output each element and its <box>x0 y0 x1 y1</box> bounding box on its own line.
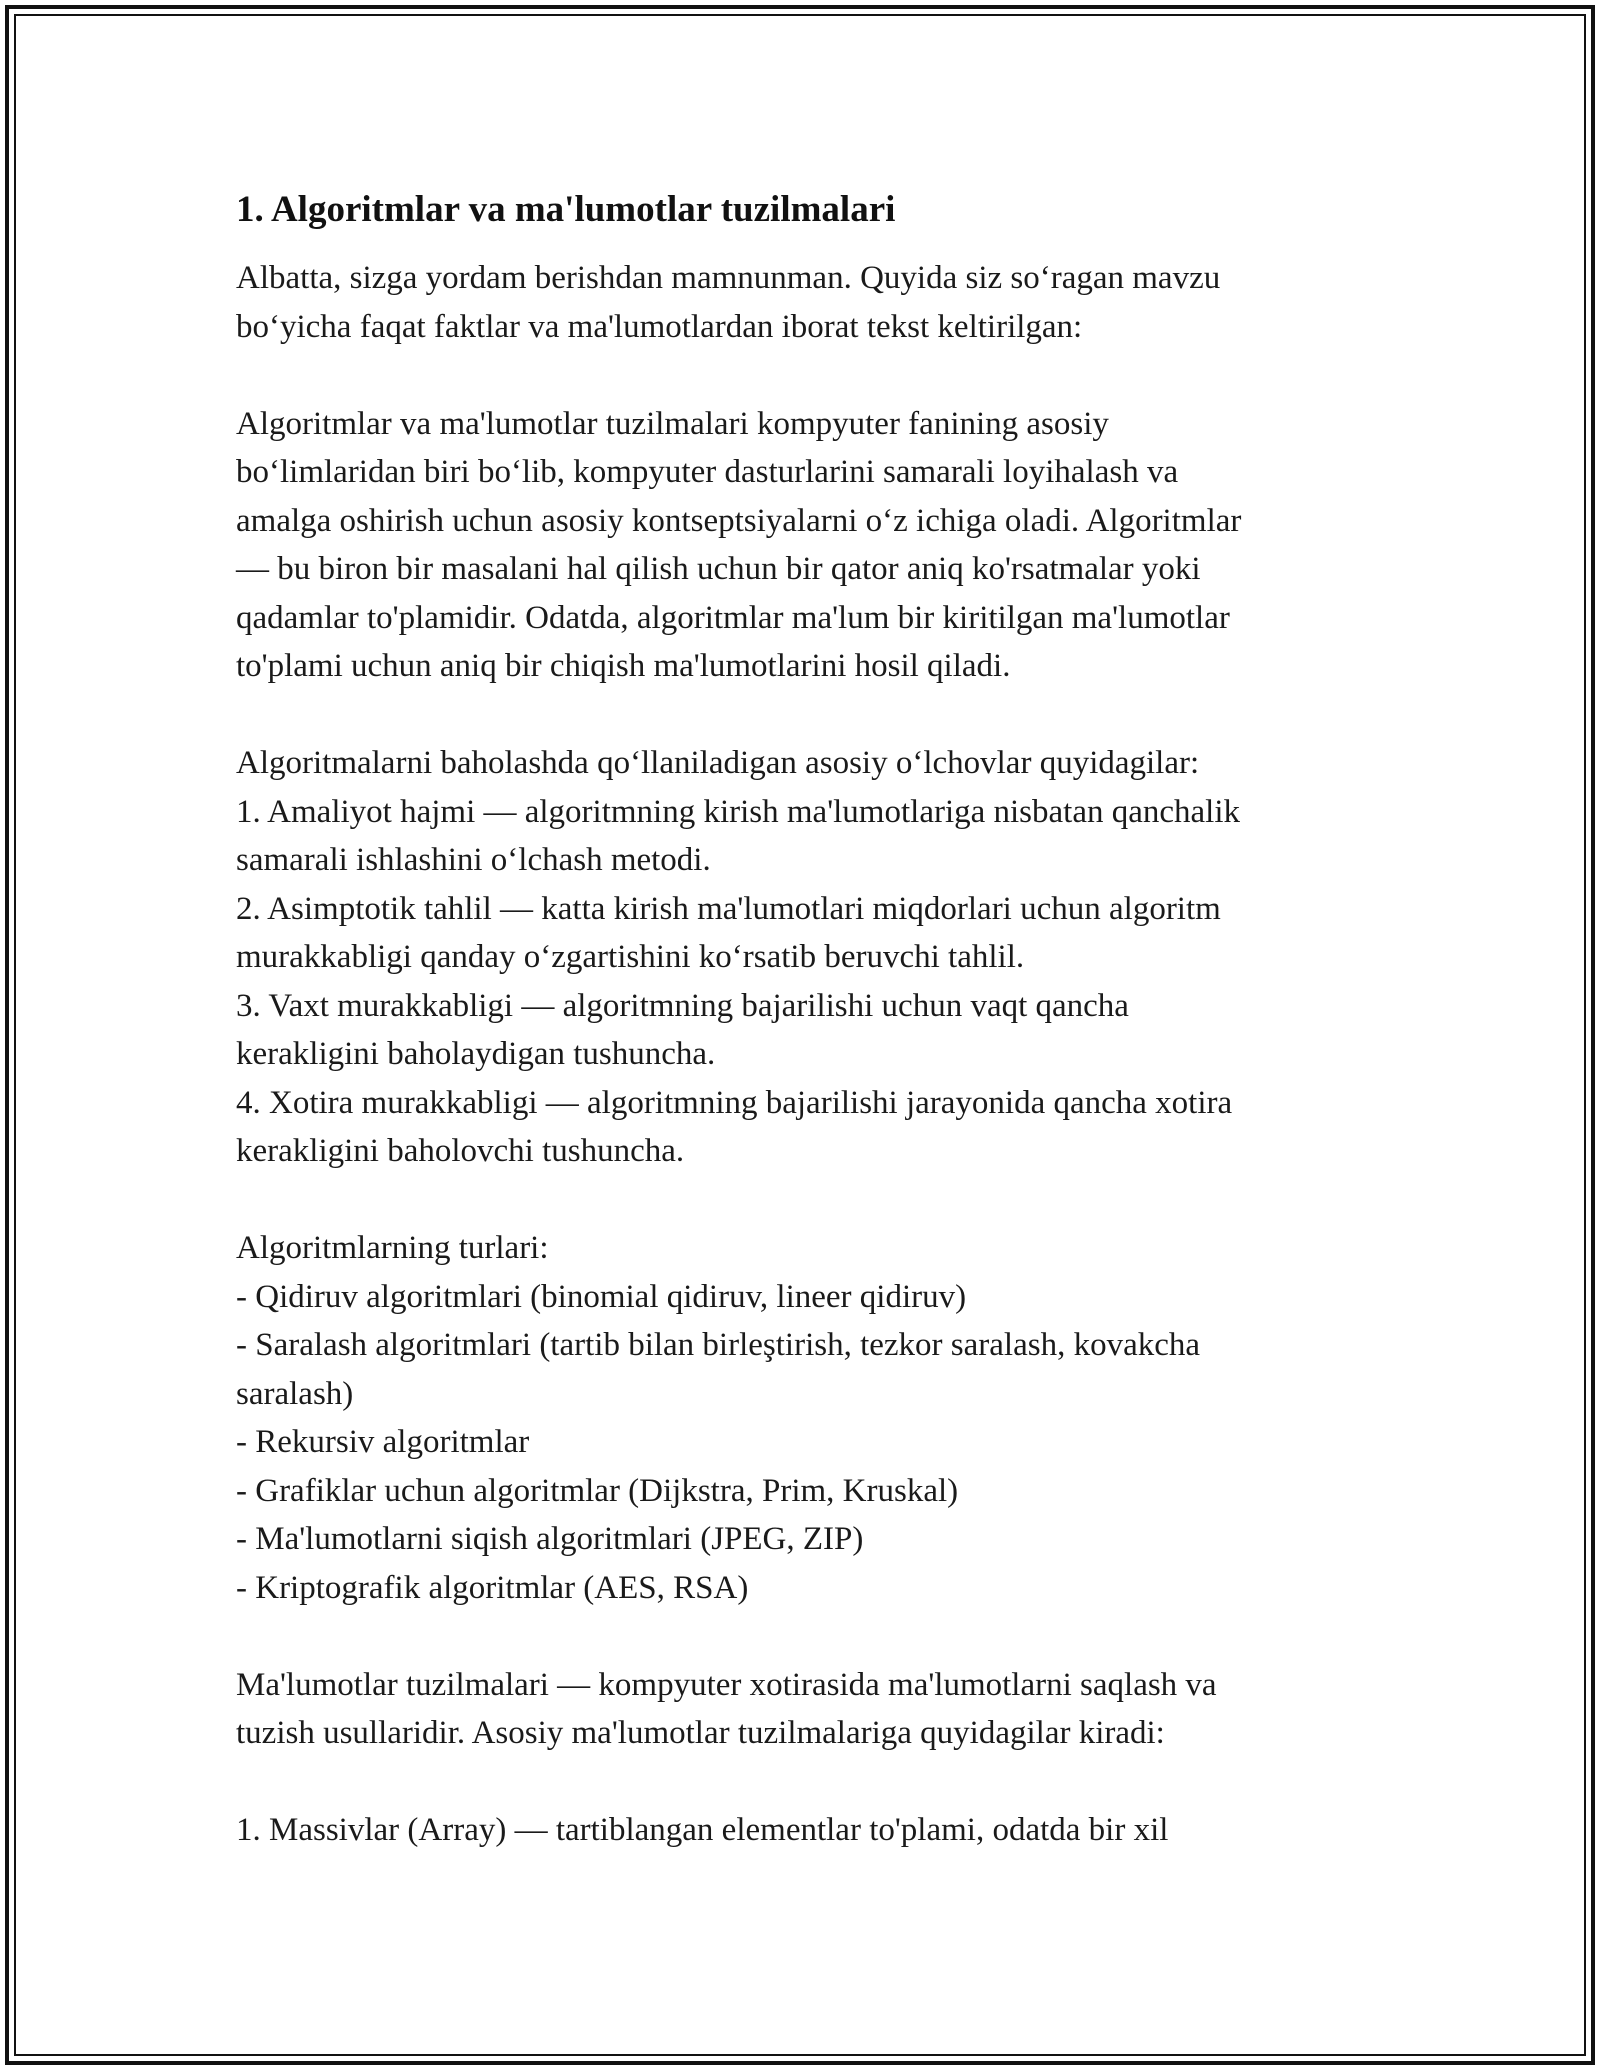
document-title: 1. Algoritmlar va ma'lumotlar tuzilmalari <box>236 189 896 230</box>
list-item: - Kriptografik algoritmlar (AES, RSA) <box>236 1569 749 1606</box>
text-line: Ma'lumotlar tuzilmalari — kompyuter xotirasida ma'lumotlarni saqlash va <box>236 1666 1217 1703</box>
document-body <box>236 186 1376 1855</box>
text-line: Algoritmalarni baholashda qo‘llaniladigan asosiy o‘lchovlar quyidagilar: <box>236 745 1200 781</box>
list-item: - Grafiklar uchun algoritmlar (Dijkstra, Prim, Kruskal) <box>236 1472 959 1509</box>
text-line: samarali ishlashini o‘lchash metodi. <box>236 842 711 878</box>
list-item: - Saralash algoritmlari (tartib bilan birleştirish, tezkor saralash, kovakcha <box>236 1327 1201 1363</box>
text-line: Algoritmlarning turlari: <box>236 1230 549 1266</box>
paragraph-intro <box>236 254 1376 351</box>
list-item: 4. Xotira murakkabligi — algoritmning bajarilishi jarayonida qancha xotira <box>236 1084 1233 1121</box>
text-line: saralash) <box>236 1375 354 1412</box>
list-item: 3. Vaxt murakkabligi — algoritmning bajarilishi uchun vaqt qancha <box>236 987 1129 1024</box>
text-line: to'plami uchun aniq bir chiqish ma'lumotlarini hosil qiladi. <box>236 648 1011 684</box>
text-line: qadamlar to'plamidir. Odatda, algoritmlar ma'lum bir kiritilgan ma'lumotlar <box>236 599 1230 636</box>
text-line: — bu biron bir masalani hal qilish uchun bir qator aniq ko'rsatmalar yoki <box>236 551 1201 587</box>
list-item: - Ma'lumotlarni siqish algoritmlari (JPEG, ZIP) <box>236 1521 864 1557</box>
text-line: tuzish usullaridir. Asosiy ma'lumotlar tuzilmalariga quyidagilar kiradi: <box>236 1715 1165 1751</box>
paragraph-algorithm-types <box>236 1224 1376 1612</box>
paragraph-metrics-list <box>236 739 1376 1176</box>
text-line: Algoritmlar va ma'lumotlar tuzilmalari kompyuter fanining asosiy <box>236 405 1109 442</box>
text-line: bo‘yicha faqat faktlar va ma'lumotlardan iborat tekst keltirilgan: <box>236 308 1083 345</box>
paragraph-data-structures <box>236 1661 1376 1758</box>
paragraph-arrays <box>236 1806 1376 1855</box>
paragraph-overview <box>236 400 1376 691</box>
list-item: 2. Asimptotik tahlil — katta kirish ma'lumotlari miqdorlari uchun algoritm <box>236 890 1221 927</box>
text-line: amalga oshirish uchun asosiy kontseptsiyalarni o‘z ichiga oladi. Algoritmlar <box>236 502 1242 539</box>
list-item: 1. Amaliyot hajmi — algoritmning kirish ma'lumotlariga nisbatan qanchalik <box>236 793 1241 830</box>
text-line: bo‘limlaridan biri bo‘lib, kompyuter dasturlarini samarali loyihalash va <box>236 454 1179 490</box>
list-item: 1. Massivlar (Array) — tartiblangan elementlar to'plami, odatda bir xil <box>236 1812 1169 1848</box>
list-item: - Rekursiv algoritmlar <box>236 1424 530 1460</box>
text-line: Albatta, sizga yordam berishdan mamnunman. Quyida siz so‘ragan mavzu <box>236 260 1221 296</box>
text-line: kerakligini baholovchi tushuncha. <box>236 1133 685 1169</box>
text-line: kerakligini baholaydigan tushuncha. <box>236 1036 716 1072</box>
list-item: - Qidiruv algoritmlari (binomial qidiruv, lineer qidiruv) <box>236 1278 967 1315</box>
text-line: murakkabligi qanday o‘zgartishini ko‘rsatib beruvchi tahlil. <box>236 939 1025 975</box>
